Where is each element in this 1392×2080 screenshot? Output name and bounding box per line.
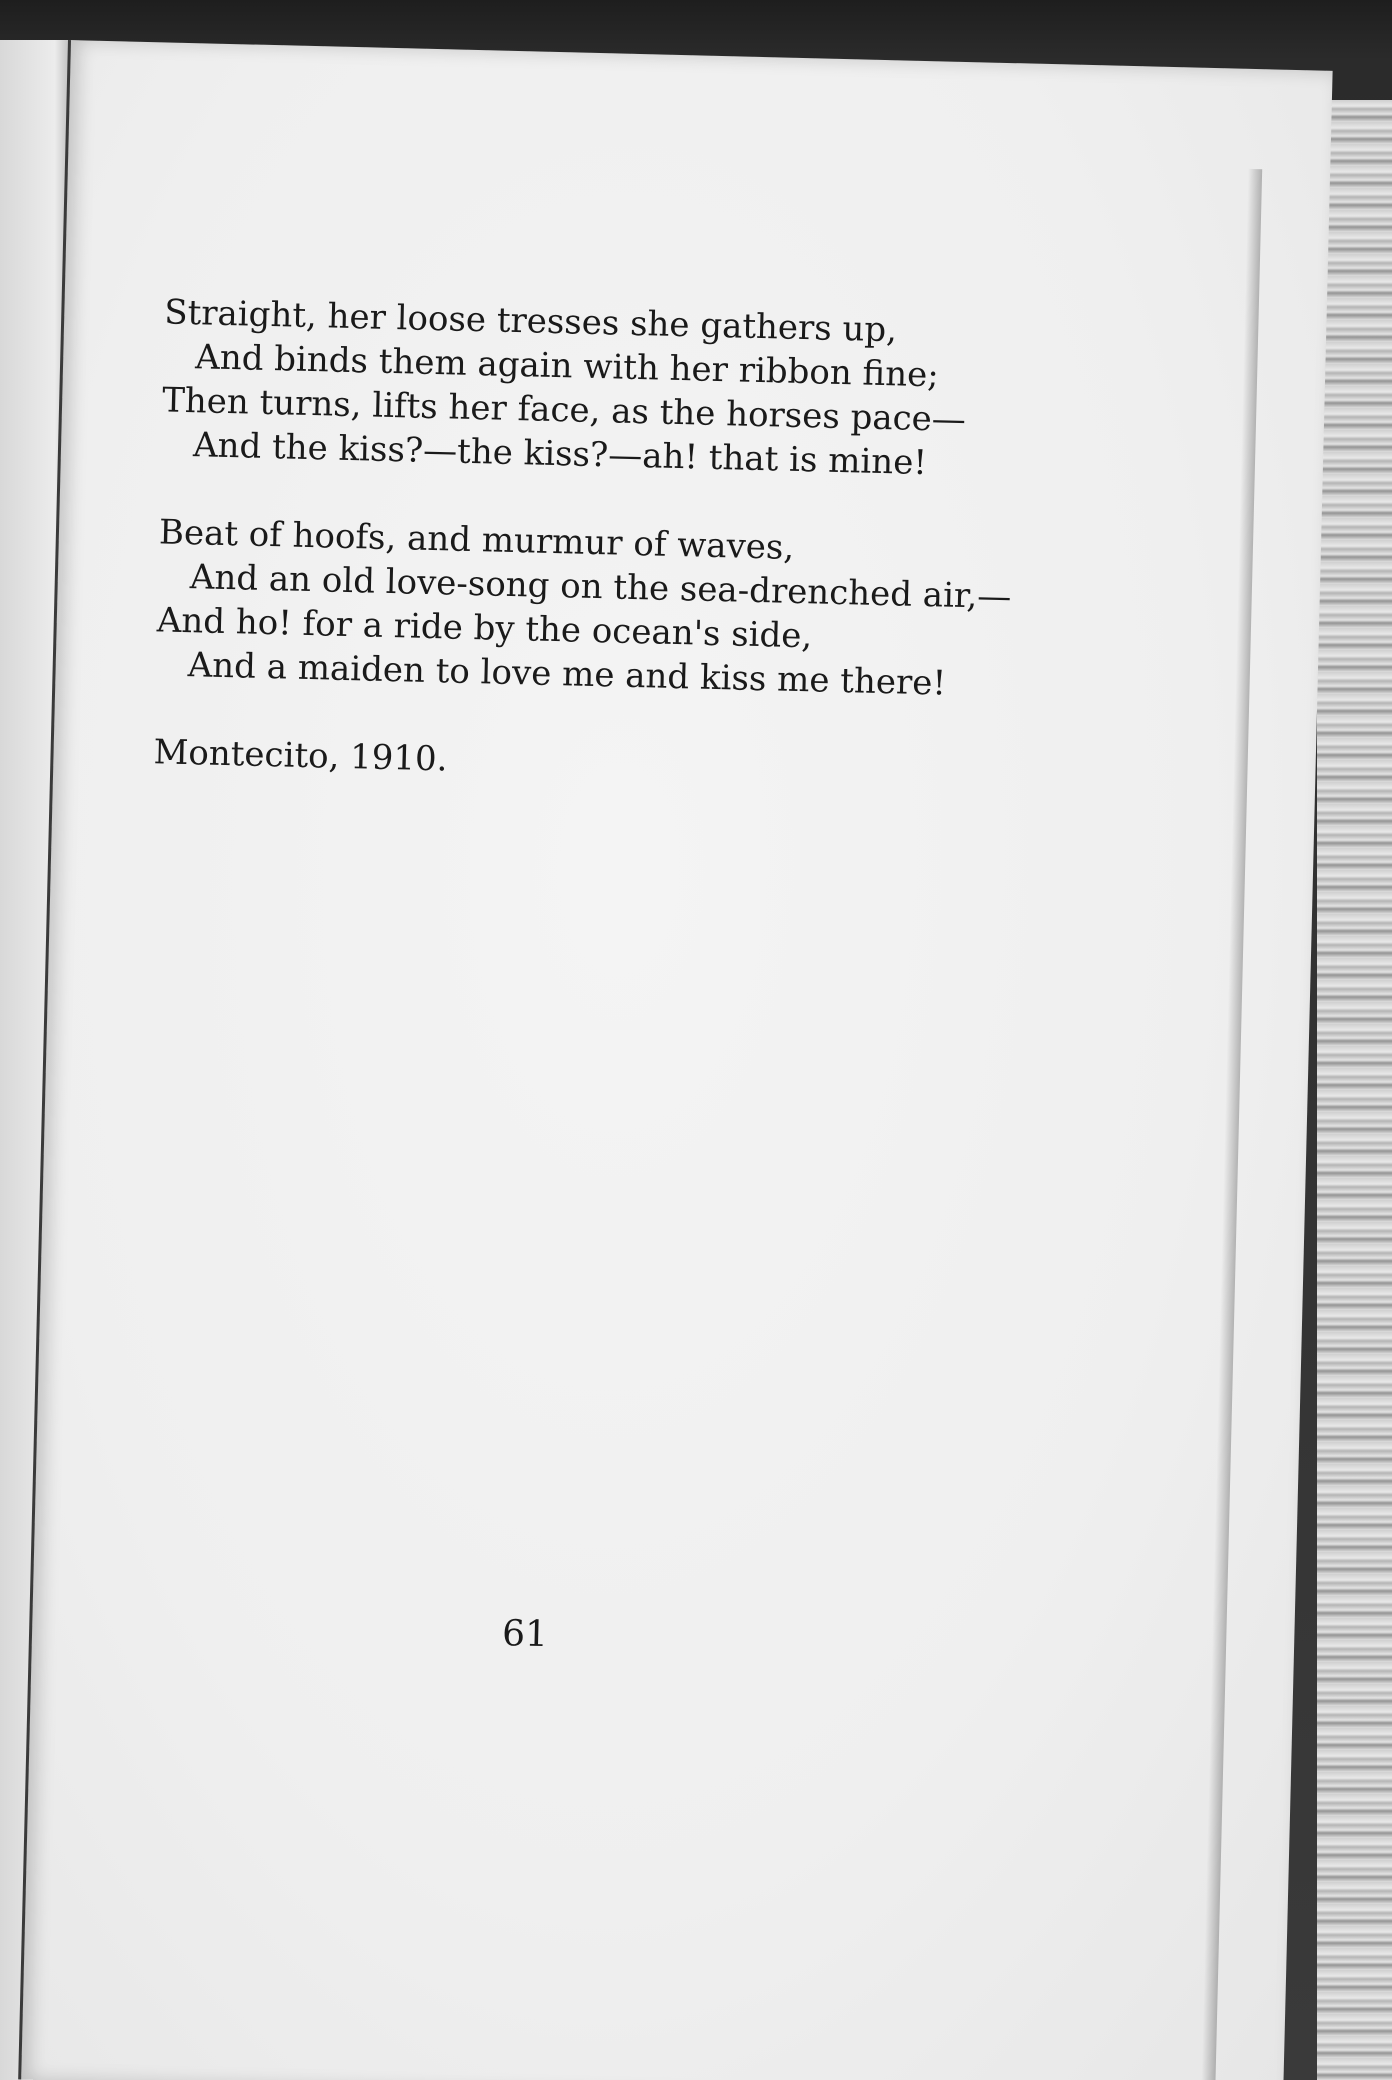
poem-signoff: Montecito, 1910. <box>153 732 448 780</box>
poem-line: And an old love-song on the sea-drenched air,— <box>189 557 1012 618</box>
poem-line: And ho! for a ride by the ocean's side, <box>156 600 813 657</box>
poem-text <box>153 290 1065 796</box>
page-number: 61 <box>501 1613 549 1656</box>
poem-line: Straight, her loose tresses she gathers up, <box>163 292 898 351</box>
poem-line: Then turns, lifts her face, as the horses pace— <box>161 380 967 441</box>
poem-line: And binds them again with her ribbon fine; <box>194 337 940 396</box>
book-fore-edge <box>1317 100 1392 2080</box>
poem-line: Beat of hoofs, and murmur of waves, <box>158 512 795 568</box>
stanza-1 <box>161 290 1065 488</box>
stanza-2 <box>155 510 1059 708</box>
page-edge-shadow <box>1200 169 1262 2080</box>
poem-line: And a maiden to love me and kiss me there! <box>187 645 947 704</box>
poem-line: And the kiss?—the kiss?—ah! that is mine! <box>192 425 928 484</box>
book-page <box>18 40 1332 2080</box>
